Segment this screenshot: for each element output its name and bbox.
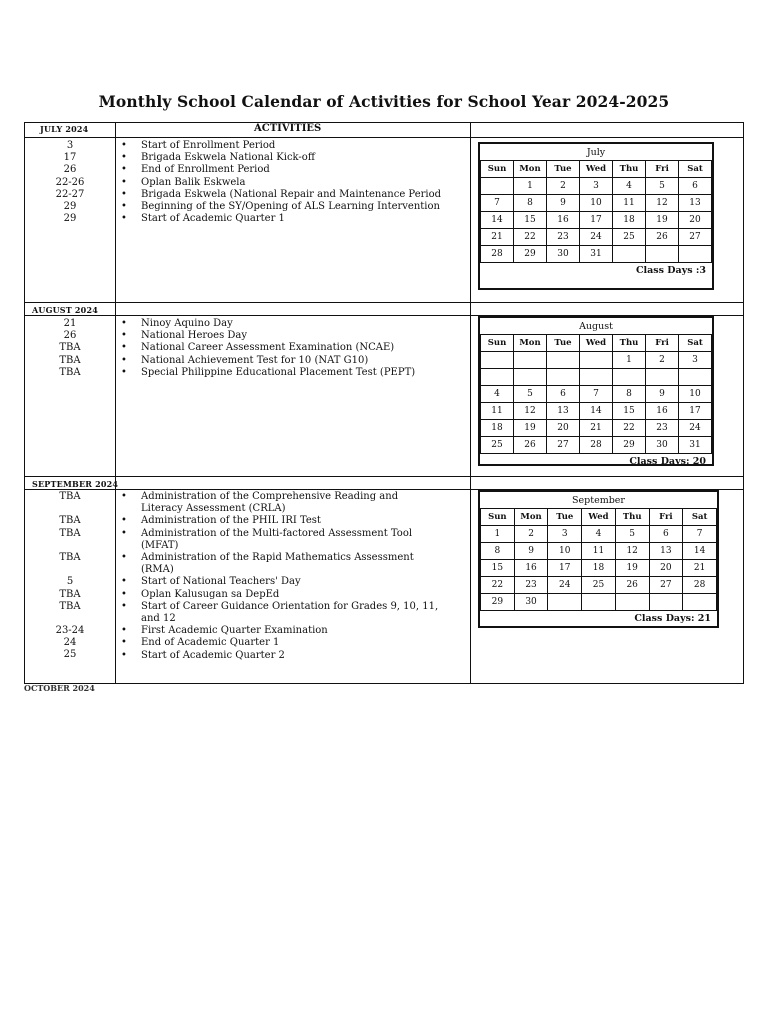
calendar-day: 7	[683, 526, 717, 543]
weekday-header: Sun	[481, 161, 514, 178]
calendar-day: 3	[580, 178, 613, 195]
calendar-day: 2	[646, 352, 679, 369]
calendar-day: 11	[481, 403, 514, 420]
activity-date	[24, 564, 116, 576]
weekday-header: Sat	[679, 161, 712, 178]
activity-item	[117, 189, 469, 201]
activity-date: 26	[63, 164, 77, 176]
calendar-day: 28	[481, 246, 514, 263]
activity-text: Administration of the Multi-factored Assessment Tool	[141, 527, 413, 539]
bullet-icon: •	[121, 637, 127, 649]
calendar-day: 14	[481, 212, 514, 229]
activity-text: Start of Enrollment Period	[141, 140, 276, 151]
activity-item	[117, 140, 469, 152]
calendar-day	[548, 594, 582, 611]
calendar-day: 22	[514, 229, 547, 246]
weekday-header: Sat	[679, 335, 712, 352]
activity-date: 24	[63, 637, 77, 649]
activity-text: National Heroes Day	[141, 330, 248, 342]
activity-item	[117, 213, 469, 225]
document-title: Monthly School Calendar of Activities for School Year 2024-2025	[98, 92, 670, 111]
weekday-header: Sun	[481, 509, 515, 526]
calendar-month-name: September	[572, 495, 625, 506]
calendar-day: 29	[481, 594, 515, 611]
activity-item	[117, 552, 469, 564]
calendar-day: 11	[613, 195, 646, 212]
activity-date: TBA	[59, 515, 81, 527]
bullet-icon: •	[121, 515, 127, 527]
calendar-day: 19	[646, 212, 679, 229]
bullet-icon: •	[121, 600, 127, 612]
activity-text: (MFAT)	[141, 539, 179, 551]
activity-text: First Academic Quarter Examination	[141, 625, 328, 637]
activity-date: TBA	[59, 551, 81, 563]
calendar-day	[580, 352, 613, 369]
calendar-day: 5	[646, 178, 679, 195]
activity-date: 22-27	[55, 188, 85, 200]
calendar-day: 8	[613, 386, 646, 403]
activity-date	[24, 503, 116, 515]
activity-text: Oplan Balik Eskwela	[141, 176, 246, 188]
calendar-day: 1	[481, 526, 515, 543]
calendar-day: 26	[646, 229, 679, 246]
weekday-header: Wed	[582, 509, 616, 526]
calendar-september	[478, 490, 719, 628]
activity-date: TBA	[59, 491, 81, 502]
activity-text: Start of Academic Quarter 2	[141, 649, 285, 661]
bullet-icon: •	[121, 649, 127, 661]
activity-text: and 12	[141, 613, 176, 625]
calendar-day: 16	[514, 560, 548, 577]
activity-text: National Career Assessment Examination (NCAE)	[141, 342, 395, 354]
calendar-day	[613, 246, 646, 263]
calendar-day: 20	[547, 420, 580, 437]
activities-header: ACTIVITIES	[254, 123, 322, 134]
weekday-header: Thu	[613, 335, 646, 352]
calendar-day: 9	[547, 195, 580, 212]
bullet-icon: •	[121, 213, 127, 225]
activity-date: TBA	[59, 527, 81, 539]
calendar-day: 24	[679, 420, 712, 437]
calendar-day: 7	[580, 386, 613, 403]
activity-item	[117, 589, 469, 601]
calendar-day: 18	[613, 212, 646, 229]
calendar-day: 19	[615, 560, 649, 577]
activity-item	[117, 515, 469, 527]
calendar-day: 10	[580, 195, 613, 212]
calendar-july	[478, 142, 714, 290]
bullet-icon: •	[121, 625, 127, 637]
calendar-day: 5	[514, 386, 547, 403]
activity-item	[117, 491, 469, 503]
weekday-header: Sat	[683, 509, 717, 526]
weekday-header: Mon	[514, 509, 548, 526]
activity-date: 25	[63, 649, 77, 661]
weekday-header: Fri	[646, 335, 679, 352]
month-label-august: AUGUST 2024	[32, 305, 98, 315]
bullet-icon: •	[121, 318, 127, 329]
calendar-day	[582, 594, 616, 611]
activity-item	[117, 540, 469, 552]
calendar-day: 30	[514, 594, 548, 611]
calendar-day: 6	[679, 178, 712, 195]
activity-date: 22-26	[55, 176, 85, 188]
activity-text: Beginning of the SY/Opening of ALS Learning Intervention	[141, 201, 440, 213]
bullet-icon: •	[121, 188, 127, 200]
activity-text: Start of National Teachers' Day	[141, 576, 301, 588]
calendar-day	[481, 369, 514, 386]
calendar-day: 2	[547, 178, 580, 195]
weekday-header: Tue	[547, 335, 580, 352]
calendar-day: 6	[649, 526, 683, 543]
august-dates	[24, 318, 116, 379]
bullet-icon: •	[121, 552, 127, 564]
bullet-icon: •	[121, 164, 127, 176]
calendar-day: 29	[514, 246, 547, 263]
calendar-day: 23	[646, 420, 679, 437]
calendar-day: 9	[514, 543, 548, 560]
calendar-august	[478, 316, 714, 466]
calendar-day: 10	[548, 543, 582, 560]
calendar-day	[514, 352, 547, 369]
bullet-icon: •	[121, 354, 127, 366]
activity-text: Administration of the Comprehensive Reading and	[141, 491, 399, 502]
september-activities	[117, 491, 469, 662]
calendar-day: 15	[514, 212, 547, 229]
calendar-day: 2	[514, 526, 548, 543]
weekday-header: Tue	[547, 161, 580, 178]
activity-text: Brigada Eskwela (National Repair and Maintenance Period	[141, 188, 442, 200]
activity-date: 5	[66, 576, 74, 588]
calendar-day: 28	[580, 437, 613, 454]
calendar-day: 24	[580, 229, 613, 246]
activity-text: End of Enrollment Period	[141, 164, 270, 176]
weekday-header: Mon	[514, 335, 547, 352]
activity-date: TBA	[59, 342, 81, 354]
calendar-day: 1	[613, 352, 646, 369]
activity-date: 29	[63, 213, 77, 225]
month-label-july: JULY 2024	[40, 124, 89, 134]
activity-date: TBA	[59, 600, 81, 612]
calendar-day: 16	[547, 212, 580, 229]
calendar-day: 11	[582, 543, 616, 560]
calendar-day: 17	[679, 403, 712, 420]
calendar-day: 4	[613, 178, 646, 195]
calendar-day	[679, 246, 712, 263]
calendar-day	[649, 594, 683, 611]
activity-text: Start of Career Guidance Orientation for Grades 9, 10, 11,	[141, 600, 439, 612]
activity-item	[117, 201, 469, 213]
bullet-icon: •	[121, 366, 127, 378]
calendar-day: 16	[646, 403, 679, 420]
calendar-day: 21	[683, 560, 717, 577]
calendar-day	[547, 352, 580, 369]
activity-item	[117, 367, 469, 379]
calendar-day: 12	[646, 195, 679, 212]
calendar-day: 28	[683, 577, 717, 594]
weekday-header: Fri	[646, 161, 679, 178]
calendar-month-name: July	[586, 147, 606, 158]
calendar-month-name: August	[579, 321, 613, 332]
calendar-day: 26	[514, 437, 547, 454]
calendar-day: 18	[582, 560, 616, 577]
activity-item	[117, 164, 469, 176]
class-days-count: Class Days: 20	[629, 456, 706, 467]
month-label-september: SEPTEMBER 2024	[32, 479, 119, 489]
calendar-day	[615, 594, 649, 611]
activity-date: 21	[63, 318, 77, 329]
activity-text: Brigada Eskwela National Kick-off	[141, 152, 315, 164]
calendar-day: 3	[679, 352, 712, 369]
activity-item	[117, 601, 469, 613]
weekday-header: Mon	[514, 161, 547, 178]
calendar-day: 21	[481, 229, 514, 246]
bullet-icon: •	[121, 330, 127, 342]
activity-date: 23-24	[55, 625, 85, 637]
activity-text: End of Academic Quarter 1	[141, 637, 280, 649]
calendar-day: 27	[649, 577, 683, 594]
bullet-icon: •	[121, 576, 127, 588]
calendar-day	[683, 594, 717, 611]
activity-date: 26	[63, 330, 77, 342]
calendar-day: 3	[548, 526, 582, 543]
calendar-day: 25	[481, 437, 514, 454]
calendar-day: 23	[547, 229, 580, 246]
activity-date: TBA	[59, 366, 81, 378]
calendar-day: 1	[514, 178, 547, 195]
calendar-day: 4	[582, 526, 616, 543]
august-activities	[117, 318, 469, 379]
weekday-header: Thu	[615, 509, 649, 526]
calendar-day: 5	[615, 526, 649, 543]
calendar-day: 31	[580, 246, 613, 263]
calendar-day: 17	[580, 212, 613, 229]
activity-date: 3	[66, 140, 74, 151]
calendar-day: 6	[547, 386, 580, 403]
calendar-day: 7	[481, 195, 514, 212]
activity-item	[117, 650, 469, 662]
calendar-day: 12	[615, 543, 649, 560]
calendar-day: 13	[679, 195, 712, 212]
july-activities	[117, 140, 469, 225]
calendar-table	[24, 122, 744, 684]
bullet-icon: •	[121, 140, 127, 151]
activity-text: Literacy Assessment (CRLA)	[141, 503, 286, 515]
calendar-day	[646, 369, 679, 386]
bullet-icon: •	[121, 201, 127, 213]
calendar-day: 20	[679, 212, 712, 229]
activity-date	[24, 540, 116, 552]
calendar-day: 13	[547, 403, 580, 420]
activity-item	[117, 625, 469, 637]
calendar-day	[481, 178, 514, 195]
calendar-day: 10	[679, 386, 712, 403]
bullet-icon: •	[121, 491, 127, 502]
weekday-header: Sun	[481, 335, 514, 352]
activity-text: Ninoy Aquino Day	[141, 318, 233, 329]
calendar-day: 27	[679, 229, 712, 246]
activity-item	[117, 503, 469, 515]
activity-date: TBA	[59, 588, 81, 600]
september-dates	[24, 491, 116, 662]
calendar-day: 30	[646, 437, 679, 454]
calendar-day: 27	[547, 437, 580, 454]
bullet-icon: •	[121, 176, 127, 188]
calendar-day	[679, 369, 712, 386]
calendar-day	[646, 246, 679, 263]
bullet-icon: •	[121, 342, 127, 354]
activity-item	[117, 177, 469, 189]
weekday-header: Fri	[649, 509, 683, 526]
calendar-day: 25	[613, 229, 646, 246]
activity-date	[24, 613, 116, 625]
activity-date: TBA	[59, 354, 81, 366]
activity-text: National Achievement Test for 10 (NAT G10)	[141, 354, 369, 366]
calendar-day: 23	[514, 577, 548, 594]
calendar-day: 20	[649, 560, 683, 577]
calendar-day: 9	[646, 386, 679, 403]
activity-text: Special Philippine Educational Placement Test (PEPT)	[141, 366, 416, 378]
calendar-day: 21	[580, 420, 613, 437]
activity-text: Start of Academic Quarter 1	[141, 213, 285, 225]
activity-text: (RMA)	[141, 564, 174, 576]
activity-item	[117, 564, 469, 576]
calendar-day: 18	[481, 420, 514, 437]
weekday-header: Thu	[613, 161, 646, 178]
activity-item	[117, 613, 469, 625]
calendar-day: 22	[613, 420, 646, 437]
activity-item	[117, 528, 469, 540]
activity-item	[117, 330, 469, 342]
next-month-label-partial: OCTOBER 2024	[24, 683, 95, 693]
calendar-day	[580, 369, 613, 386]
calendar-day: 26	[615, 577, 649, 594]
activity-item	[117, 342, 469, 354]
activity-text: Administration of the PHIL IRI Test	[141, 515, 321, 527]
activity-text: Oplan Kalusugan sa DepEd	[141, 588, 280, 600]
calendar-day	[613, 369, 646, 386]
calendar-day: 19	[514, 420, 547, 437]
activity-item	[117, 355, 469, 367]
activity-text: Administration of the Rapid Mathematics Assessment	[141, 552, 414, 564]
bullet-icon: •	[121, 527, 127, 539]
activity-item	[117, 576, 469, 588]
bullet-icon: •	[121, 588, 127, 600]
calendar-day: 8	[481, 543, 515, 560]
activity-date: 17	[63, 152, 77, 164]
calendar-day: 12	[514, 403, 547, 420]
calendar-day	[514, 369, 547, 386]
calendar-day: 22	[481, 577, 515, 594]
weekday-header: Tue	[548, 509, 582, 526]
calendar-day: 14	[683, 543, 717, 560]
calendar-day: 8	[514, 195, 547, 212]
july-dates	[24, 140, 116, 225]
class-days-count: Class Days: 21	[634, 613, 711, 624]
calendar-day	[547, 369, 580, 386]
calendar-day: 25	[582, 577, 616, 594]
activity-item	[117, 318, 469, 330]
weekday-header: Wed	[580, 161, 613, 178]
calendar-day	[481, 352, 514, 369]
activity-item	[117, 152, 469, 164]
class-days-count: Class Days :3	[635, 265, 706, 276]
calendar-day: 17	[548, 560, 582, 577]
calendar-day: 30	[547, 246, 580, 263]
calendar-day: 4	[481, 386, 514, 403]
weekday-header: Wed	[580, 335, 613, 352]
calendar-day: 15	[481, 560, 515, 577]
activity-item	[117, 637, 469, 649]
calendar-day: 13	[649, 543, 683, 560]
calendar-day: 29	[613, 437, 646, 454]
calendar-day: 15	[613, 403, 646, 420]
calendar-day: 31	[679, 437, 712, 454]
calendar-day: 14	[580, 403, 613, 420]
bullet-icon: •	[121, 152, 127, 164]
activity-date: 29	[63, 200, 77, 212]
calendar-day: 24	[548, 577, 582, 594]
